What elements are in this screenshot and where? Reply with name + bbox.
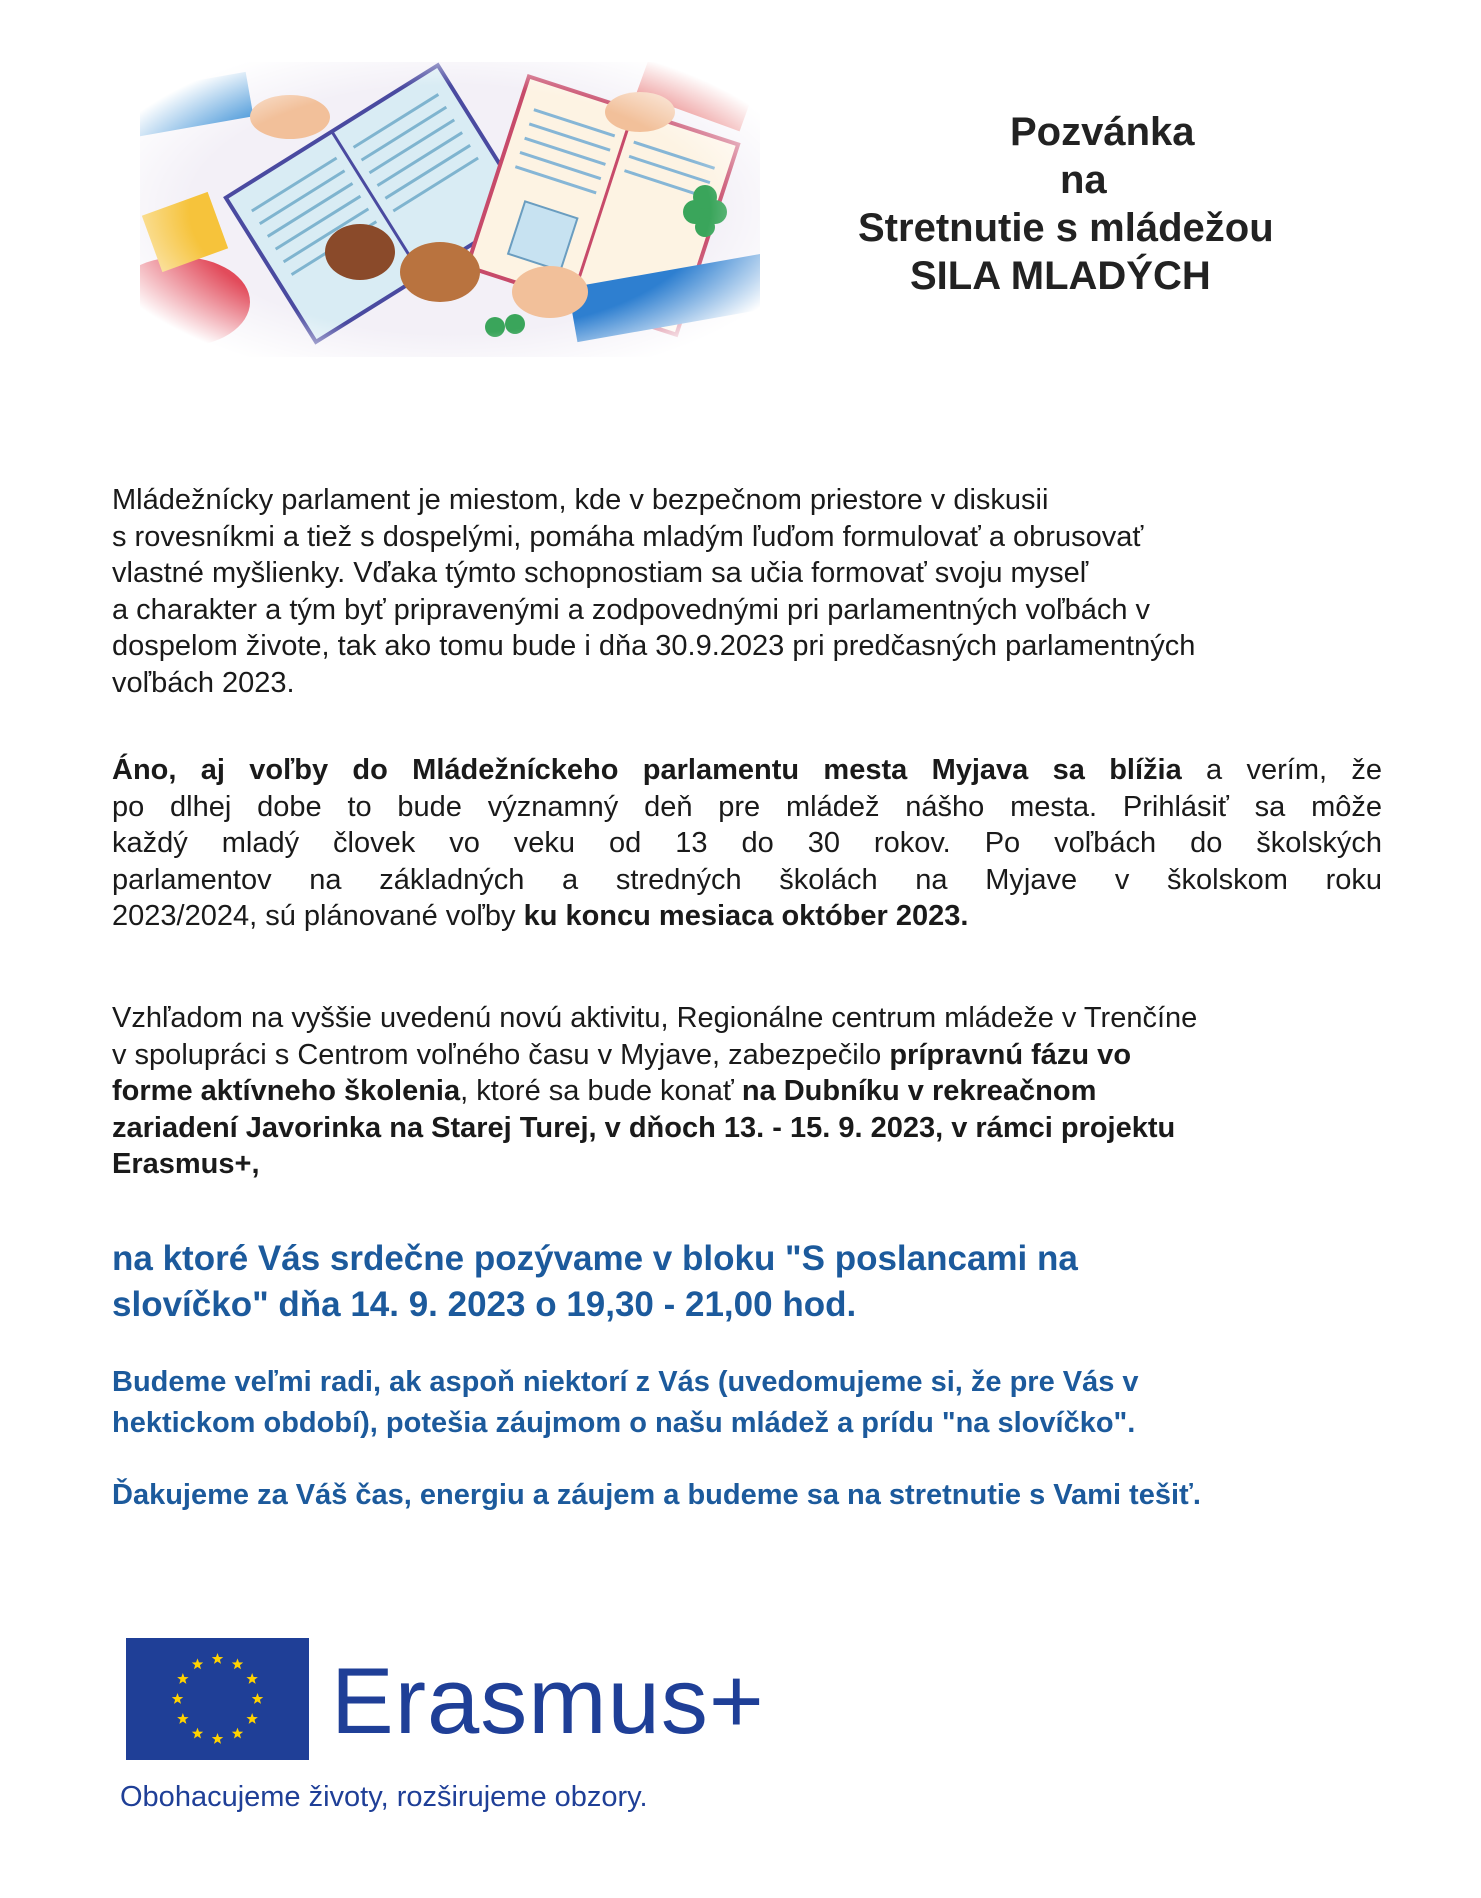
elections-line: každý mladý človek vo veku od 13 do 30 rokov. Po voľbách do školských [112,827,1382,859]
invitation-line: na ktoré Vás srdečne pozývame v bloku "S poslancami na [112,1239,1078,1278]
elections-paragraph [112,752,1382,935]
intro-line: s rovesníkmi a tiež s dospelými, pomáha mladým ľuďom formulovať a obrusovať [112,520,1144,553]
training-bold: forme aktívneho školenia [112,1075,461,1107]
title-line-1: Pozvánka [1010,110,1195,154]
training-line [112,1110,1382,1147]
erasmus-wordmark: Erasmus+ [331,1648,765,1753]
elections-line [112,752,1382,789]
erasmus-logo [120,1638,766,1828]
erasmus-slogan: Obohacujeme životy, rozširujeme obzory. [120,1781,648,1813]
title-line-4: SILA MLADÝCH [910,254,1211,298]
wish-line: hektickom období), potešia záujmom o našu mládež a prídu "na slovíčko". [112,1407,1136,1439]
training-line [112,1037,1382,1074]
training-line: Vzhľadom na vyššie uvedenú novú aktivitu, Regionálne centrum mládeže v Trenčíne [112,1002,1198,1034]
intro-line: a charakter a tým byť pripravenými a zodpovednými pri parlamentných voľbách v [112,593,1151,626]
title-line-3: Stretnutie s mládežou [858,206,1274,250]
invitation-title [820,108,1300,300]
training-bold: zariadení Javorinka na Starej Turej, v dňoch 13. - 15. 9. 2023, v rámci projektu [112,1111,1176,1144]
elections-date-bold: ku koncu mesiaca október 2023. [523,900,969,932]
invitation-line: slovíčko" dňa 14. 9. 2023 o 19,30 - 21,00 hod. [112,1285,857,1324]
training-bold: prípravnú fázu vo [889,1038,1132,1071]
training-paragraph [112,1000,1382,1183]
title-line-2: na [1060,158,1107,202]
training-bold: na Dubníku v rekreačnom [741,1075,1097,1107]
elections-bold-start: Áno, aj voľby do Mládežníckeho parlamentu mesta Myjava sa blížia [112,754,1182,786]
intro-line: Mládežnícky parlament je miestom, kde v bezpečnom priestore v diskusii [112,484,1049,516]
elections-line-start: 2023/2024, sú plánované voľby [112,900,524,932]
intro-line: dospelom živote, tak ako tomu bude i dňa 30.9.2023 pri predčasných parlamentných [112,630,1196,662]
intro-line: vlastné myšlienky. Vďaka týmto schopnostiam sa učia formovať svoju myseľ [112,557,1089,589]
training-bold: Erasmus+, [112,1148,260,1180]
training-line [112,1146,1382,1183]
elections-line-rest: a verím, že [1181,754,1382,786]
elections-line [112,898,1382,935]
intro-paragraph [112,482,1382,701]
hands-books-illustration [140,62,760,357]
training-line-mid: , ktoré sa bude konať [460,1075,742,1107]
elections-line: parlamentov na základných a stredných školách na Myjave v školskom roku [112,863,1382,896]
elections-line: po dlhej dobe to bude významný deň pre mládež nášho mesta. Prihlásiť sa môže [112,790,1382,823]
invitation-block [112,1236,1382,1328]
training-line-start: v spolupráci s Centrom voľného času v Myjave, zabezpečilo [112,1038,890,1071]
wish-paragraph [112,1362,1382,1444]
training-line [112,1073,1382,1110]
eu-flag-icon [126,1638,309,1760]
wish-line: Budeme veľmi radi, ak aspoň niektorí z Vás (uvedomujeme si, že pre Vás v [112,1366,1139,1398]
intro-line: voľbách 2023. [112,666,295,699]
thanks-line: Ďakujeme za Váš čas, energiu a záujem a budeme sa na stretnutie s Vami tešiť. [112,1479,1201,1511]
